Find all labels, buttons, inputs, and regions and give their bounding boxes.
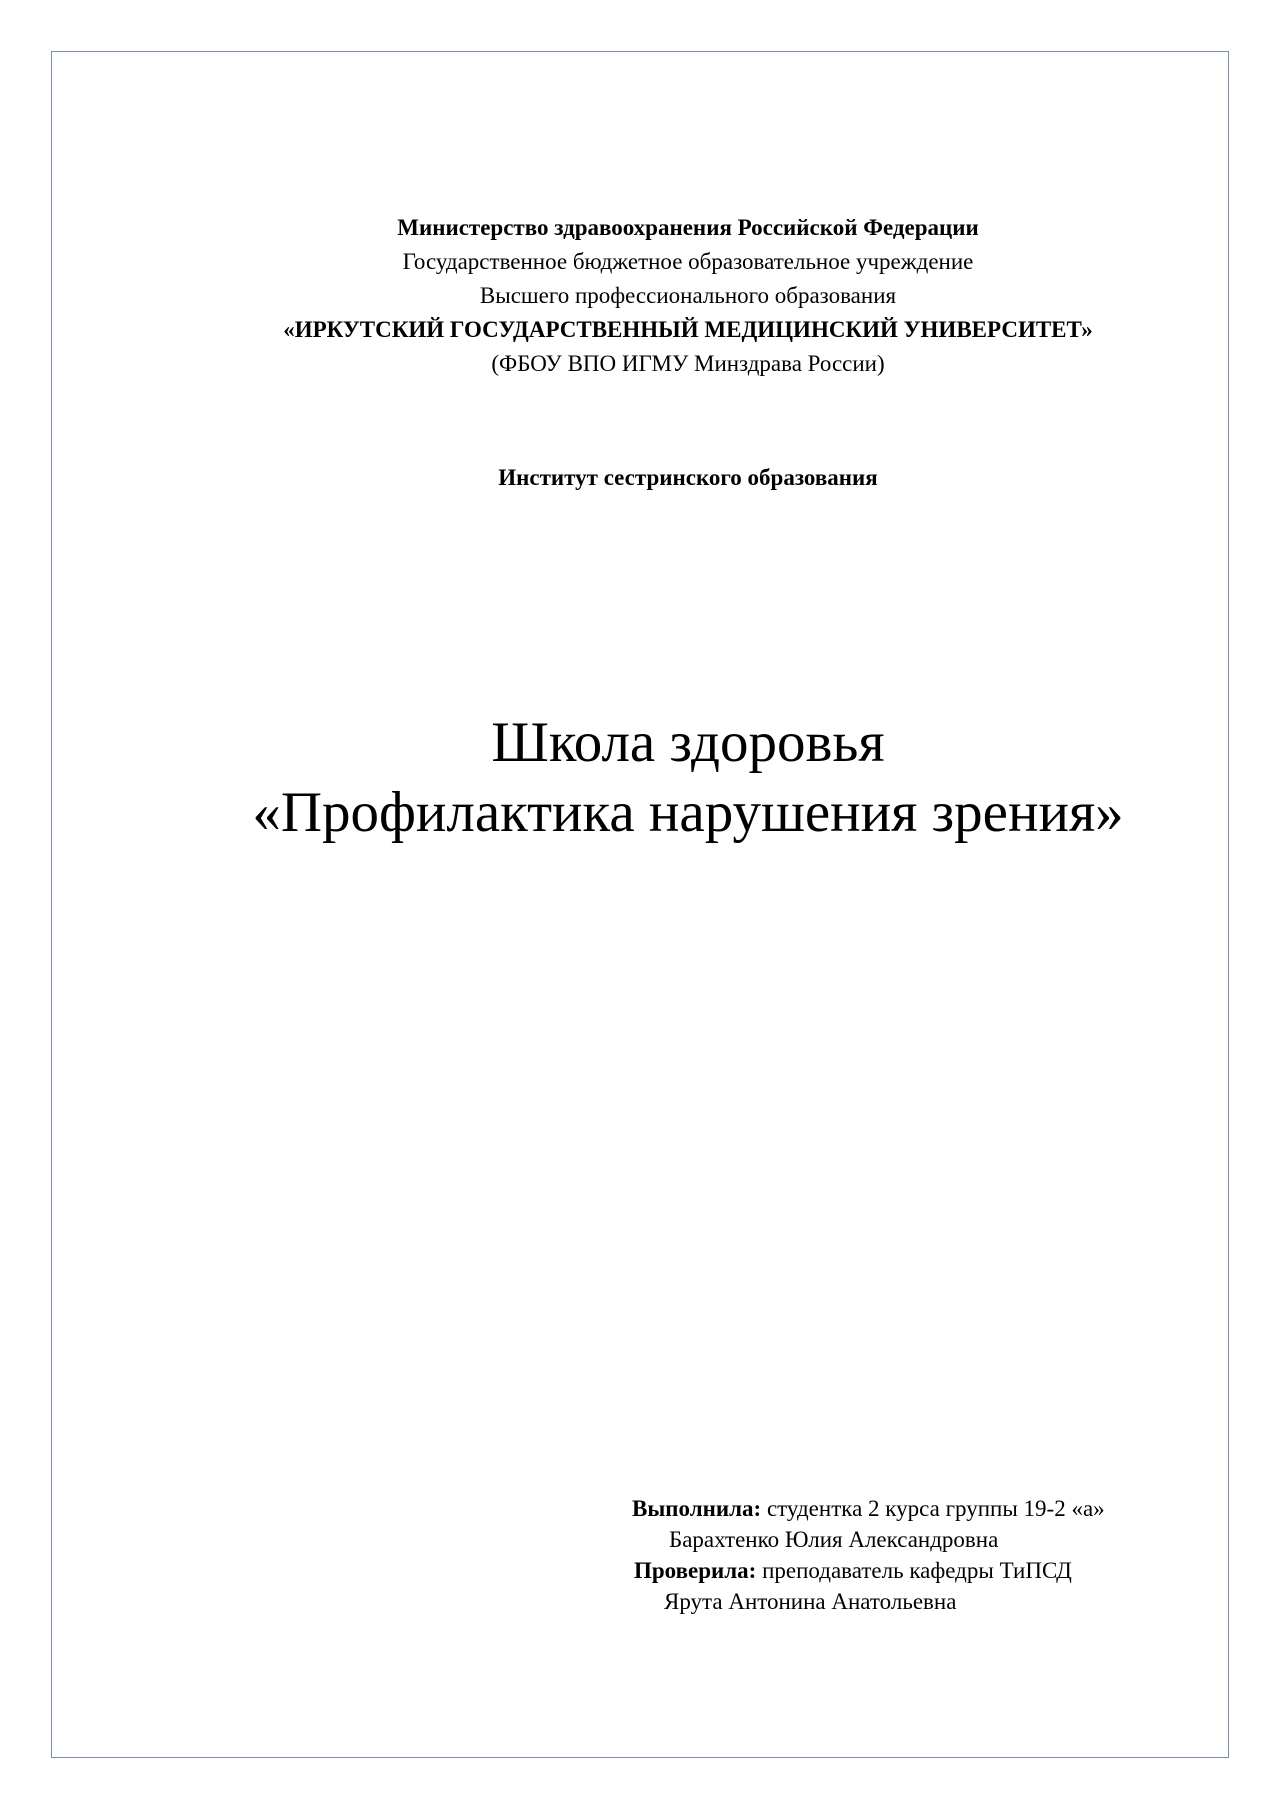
checked-text: преподаватель кафедры ТиПСД: [762, 1558, 1072, 1583]
institution-type-line: Государственное бюджетное образовательное учреждение: [402, 249, 974, 274]
ministry-line: Министерство здравоохранения Российской Федерации: [397, 215, 979, 240]
performed-text: студентка 2 курса группы 19-2 «а»: [766, 1496, 1105, 1521]
performed-by-line: [632, 1493, 1105, 1524]
university-name: «ИРКУТСКИЙ ГОСУДАРСТВЕННЫЙ МЕДИЦИНСКИЙ УНИВЕРСИТЕТ»: [283, 317, 1093, 342]
university-abbreviation: (ФБОУ ВПО ИГМУ Минздрава России): [491, 351, 885, 376]
checked-name: Ярута Антонина Анатольевна: [664, 1589, 957, 1614]
header-block: [0, 211, 1280, 381]
title-line-2: «Профилактика нарушения зрения»: [252, 781, 1124, 844]
institute-name: Институт сестринского образования: [498, 465, 878, 490]
performed-label: Выполнила:: [632, 1496, 762, 1521]
checked-by-line: [634, 1555, 1072, 1586]
performed-name: Барахтенко Юлия Александровна: [669, 1527, 999, 1552]
title-line-1: Школа здоровья: [491, 711, 885, 774]
document-title: [0, 708, 1280, 848]
education-level-line: Высшего профессионального образования: [479, 283, 897, 308]
checked-label: Проверила:: [634, 1558, 757, 1583]
